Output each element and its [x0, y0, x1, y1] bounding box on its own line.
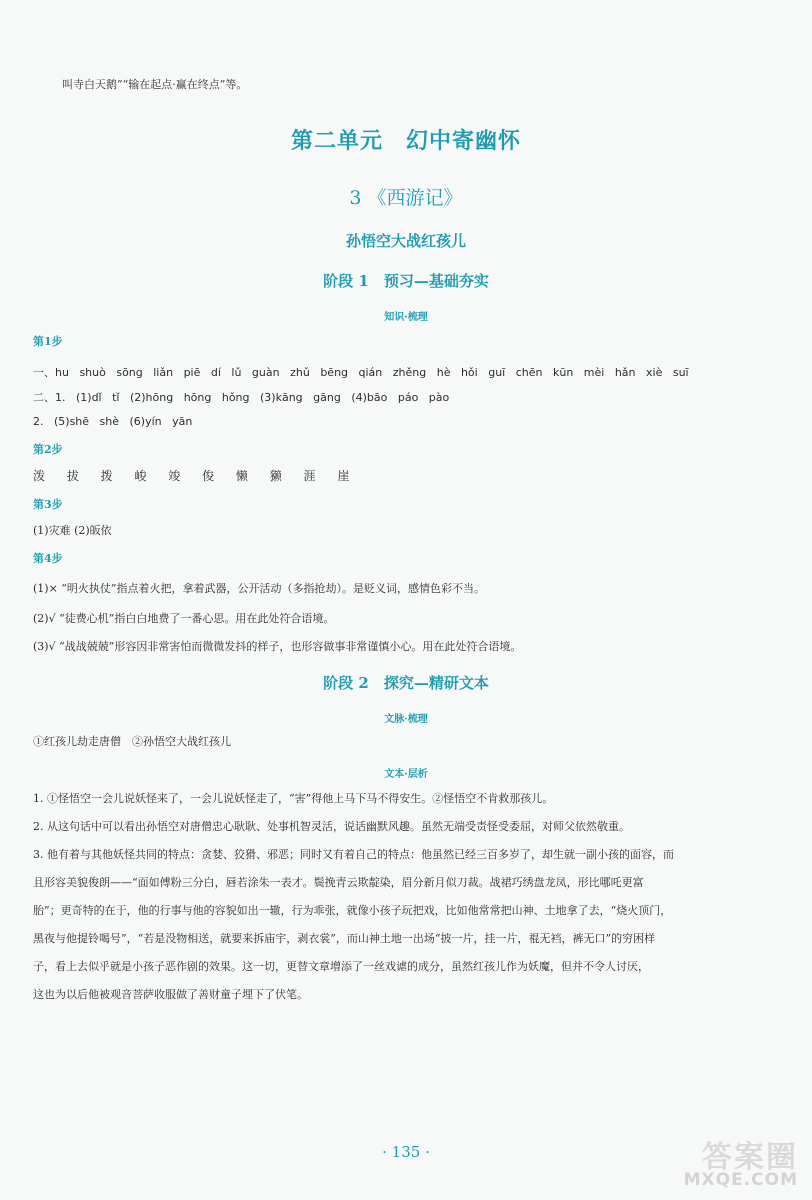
page-number: · 135 ·	[382, 1143, 430, 1161]
watermark-logo: 答案圈	[702, 1140, 798, 1175]
step4-line-3: (3)√ “战战兢兢”形容因非常害怕而微微发抖的样子，也形容做事非常谨慎小心。用在此处符合语境。	[33, 640, 522, 653]
stage1-section-title: 知识·梳理	[384, 312, 428, 323]
stage2-section2-title: 文本·层析	[384, 769, 428, 780]
watermark-url: MXQE.COM	[683, 1170, 798, 1190]
sub-title: 孙悟空大战红孩儿	[345, 232, 466, 250]
stage1-title: 阶段 1 预习—基础夯实	[323, 272, 489, 290]
analysis-line-4: 且形容美貌俊朗——“面如傅粉三分白，唇若涂朱一表才。鬓挽青云欺靛染，眉分新月似刀裁。战裙巧绣盘龙凤，形比哪吒更富	[33, 876, 644, 889]
step1-line-3: 2. (5)shē shè (6)yín yān	[33, 415, 193, 428]
step3-label: 第3步	[33, 498, 63, 511]
step1-label: 第1步	[33, 335, 63, 348]
analysis-line-6: 黑夜与他提铃喝号”，“若是没物相送，就要来拆庙宇，剥衣裳”，而山神土地一出场“披一片，挂一片，裩无裆，裤无口”的穷困样	[33, 932, 656, 945]
step4-line-1: (1)× “明火执仗”指点着火把，拿着武器，公开活动（多指抢劫）。是贬义词，感情色彩不当。	[33, 582, 486, 595]
step1-line-2: 二、1. (1)dǐ tǐ (2)hōng hōng hǒng (3)kāng gāng (4)bāo páo pào	[33, 391, 450, 404]
step4-line-2: (2)√ “徒费心机”指白白地费了一番心思。用在此处符合语境。	[33, 612, 335, 625]
step1-line-1: 一、hu shuò sōng liǎn piē dí lǔ guàn zhǔ bēng qián zhěng hè hǒi guī chēn kūn mèi hǎn xiè suī	[33, 366, 689, 379]
analysis-line-8: 这也为以后他被观音菩萨收服做了善财童子埋下了伏笔。	[33, 988, 308, 1001]
analysis-line-5: 胎”；更奇特的在于，他的行事与他的容貌如出一辙，行为乖张，就像小孩子玩把戏，比如他常常把山神、土地拿了去，“烧火顶门，	[33, 904, 672, 917]
stage2-section1-line: ①红孩儿劫走唐僧 ②孙悟空大战红孩儿	[33, 735, 231, 748]
lesson-title: 3 《西游记》	[349, 187, 463, 209]
unit-title: 第二单元 幻中寄幽怀	[290, 128, 521, 154]
step2-line: 泼 拔 拨 峻 竣 俊 懒 獭 涯 崖	[33, 469, 359, 483]
analysis-line-1: 1. ①怪悟空一会儿说妖怪来了，一会儿说妖怪走了，“害”得他上马下马不得安生。②怪悟空不肯救那孩儿。	[33, 792, 554, 805]
step2-label: 第2步	[33, 443, 63, 456]
step4-label: 第4步	[33, 552, 63, 565]
stage2-section1-title: 文脉·梳理	[384, 714, 428, 725]
analysis-line-2: 2. 从这句话中可以看出孙悟空对唐僧忠心耿耿、处事机智灵活，说话幽默风趣。虽然无端受责怪受委屈，对师父依然敬重。	[33, 820, 630, 833]
analysis-line-3: 3. 他有着与其他妖怪共同的特点：贪婪、狡猾、邪恶；同时又有着自己的特点：他虽然已经三百多岁了，却生就一副小孩的面容，而	[33, 848, 674, 861]
analysis-line-7: 子，看上去似乎就是小孩子恶作剧的效果。这一切，更替文章增添了一丝戏谑的成分，虽然红孩儿作为妖魔，但并不令人讨厌，	[33, 960, 649, 973]
stage2-title: 阶段 2 探究—精研文本	[323, 674, 489, 692]
step3-line: (1)灾难 (2)皈依	[33, 524, 112, 537]
top-note: 叫寺白天鹅”“输在起点·赢在终点”等。	[62, 78, 248, 91]
